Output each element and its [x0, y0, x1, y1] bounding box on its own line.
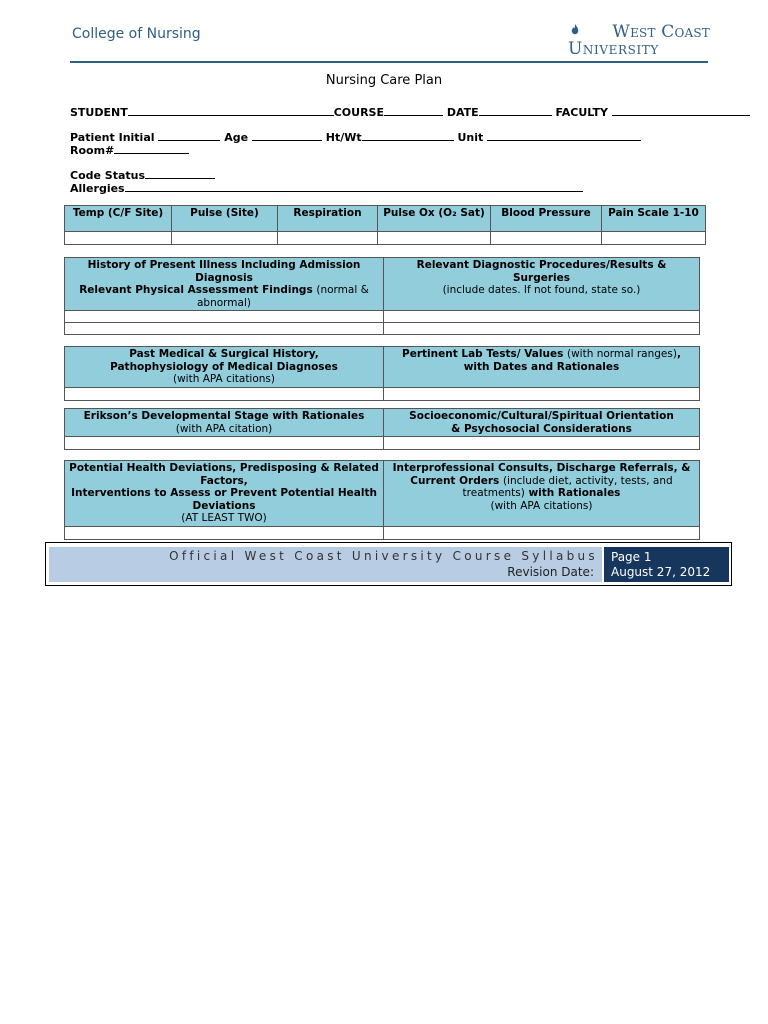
age-field[interactable]	[252, 129, 322, 141]
revision-date: August 27, 2012	[611, 565, 711, 579]
psychosocial-title: & Psychosocial Considerations	[451, 422, 632, 435]
health-deviations-cell[interactable]	[65, 526, 384, 539]
vitals-cell-blood-pressure[interactable]	[491, 232, 602, 245]
interventions-title: Interventions to Assess or Prevent Potential Health Deviations	[71, 487, 377, 512]
syllabus-footer	[45, 542, 732, 586]
footer-info-panel	[49, 547, 602, 582]
physical-assessment-note: (normal & abnormal)	[197, 284, 369, 309]
past-medical-title: Past Medical & Surgical History,	[129, 348, 319, 360]
patient-initial-field[interactable]	[158, 129, 220, 141]
faculty-label: FACULTY	[555, 106, 608, 119]
diagnostic-procedures-header	[384, 258, 700, 311]
lab-tests-cell[interactable]	[384, 387, 700, 400]
footer-page-panel	[604, 547, 729, 582]
date-label: DATE	[446, 106, 479, 119]
vitals-header-pulse: Pulse (Site)	[172, 206, 278, 232]
faculty-field[interactable]	[612, 104, 750, 116]
college-name: College of Nursing	[72, 26, 201, 42]
room-label: Room#	[70, 144, 115, 157]
unit-label: Unit	[457, 131, 484, 144]
vitals-header-pulse-ox: Pulse Ox (O₂ Sat)	[378, 206, 491, 232]
htwt-field[interactable]	[362, 129, 454, 141]
code-status-label: Code Status	[70, 169, 146, 182]
room-field[interactable]	[114, 142, 189, 154]
history-illness-cell[interactable]	[65, 311, 384, 323]
diagnostic-procedures-title: Relevant Diagnostic Procedures/Results & Surgeries	[416, 259, 667, 284]
diagnostic-procedures-note: (include dates. If not found, state so.)	[442, 284, 641, 296]
past-medical-cell[interactable]	[65, 387, 384, 400]
lab-tests-header	[384, 347, 700, 388]
page-number: Page 1	[611, 550, 652, 564]
vitals-header-temp: Temp (C/F Site)	[65, 206, 172, 232]
vitals-header-blood-pressure: Blood Pressure	[491, 206, 602, 232]
consults-note: (include diet, activity, tests, and treatments)	[462, 474, 673, 499]
vitals-cell-respiration[interactable]	[278, 232, 378, 245]
university-logo	[568, 22, 710, 58]
syllabus-label: Official West Coast University Course Syllabus	[169, 549, 598, 563]
student-field[interactable]	[128, 104, 334, 116]
health-deviations-header	[65, 461, 384, 527]
lab-tests-subtitle: with Dates and Rationales	[463, 360, 620, 373]
section-history-labs	[64, 346, 700, 401]
room-line	[70, 142, 189, 157]
erikson-cell[interactable]	[65, 437, 384, 450]
past-medical-note: (with APA citations)	[173, 373, 275, 385]
health-deviations-note: (AT LEAST TWO)	[181, 512, 267, 524]
consults-apa-note: (with APA citations)	[490, 499, 593, 512]
course-field[interactable]	[384, 104, 443, 116]
physical-assessment-label: Relevant Physical Assessment Findings	[79, 284, 313, 296]
consults-rationales: with Rationales	[528, 487, 621, 499]
student-label: STUDENT	[70, 106, 128, 119]
allergies-label: Allergies	[70, 182, 125, 195]
erikson-header	[65, 409, 384, 437]
history-illness-header	[65, 258, 384, 311]
vitals-header-respiration: Respiration	[278, 206, 378, 232]
pathophysiology-title: Pathophysiology of Medical Diagnoses	[110, 360, 338, 373]
erikson-note: (with APA citation)	[175, 422, 273, 435]
revision-date-label: Revision Date:	[507, 565, 594, 579]
consults-title	[387, 462, 696, 500]
section-deviations-consults	[64, 460, 700, 540]
code-status-field[interactable]	[145, 167, 215, 179]
diagnostic-procedures-cell-2[interactable]	[384, 323, 700, 335]
vitals-cell-pain-scale[interactable]	[602, 232, 706, 245]
allergies-line	[70, 180, 583, 195]
consults-cell[interactable]	[384, 526, 700, 539]
consults-header	[384, 461, 700, 527]
allergies-field[interactable]	[125, 180, 583, 192]
socioeconomic-header	[384, 409, 700, 437]
consults-label: Interprofessional Consults, Discharge Referrals, & Current Orders	[392, 462, 691, 487]
lab-tests-title: Pertinent Lab Tests/ Values (with normal ranges),	[402, 348, 681, 360]
physical-assessment-cell[interactable]	[65, 323, 384, 335]
diagnostic-procedures-cell[interactable]	[384, 311, 700, 323]
socioeconomic-title: Socioeconomic/Cultural/Spiritual Orientation	[409, 410, 674, 422]
socioeconomic-cell[interactable]	[384, 437, 700, 450]
htwt-label: Ht/Wt	[325, 131, 362, 144]
document-title: Nursing Care Plan	[325, 73, 443, 88]
section-illness-diagnostics	[64, 257, 700, 335]
lab-tests-label: Pertinent Lab Tests/ Values	[402, 348, 564, 360]
past-medical-header	[65, 347, 384, 388]
unit-field[interactable]	[487, 129, 641, 141]
history-illness-title: History of Present Illness Including Admission Diagnosis	[87, 259, 361, 284]
patient-initial-label: Patient Initial	[70, 131, 155, 144]
student-line	[70, 104, 750, 119]
logo-text-bottom: University	[568, 39, 659, 59]
vitals-cell-pulse[interactable]	[172, 232, 278, 245]
physical-assessment-title	[68, 284, 380, 309]
vitals-header-pain-scale: Pain Scale 1-10	[602, 206, 706, 232]
vitals-table	[64, 205, 706, 245]
age-label: Age	[224, 131, 249, 144]
header-divider	[70, 61, 708, 63]
lab-tests-note: (with normal ranges)	[567, 348, 677, 360]
date-field[interactable]	[479, 104, 552, 116]
course-label: COURSE	[333, 106, 384, 119]
vitals-cell-temp[interactable]	[65, 232, 172, 245]
vitals-cell-pulse-ox[interactable]	[378, 232, 491, 245]
section-development-psychosocial	[64, 408, 700, 450]
logo-text-top: West Coast	[612, 22, 710, 42]
health-deviations-title: Potential Health Deviations, Predisposing & Related Factors,	[69, 462, 379, 487]
erikson-title: Erikson’s Developmental Stage with Rationales	[83, 410, 365, 422]
